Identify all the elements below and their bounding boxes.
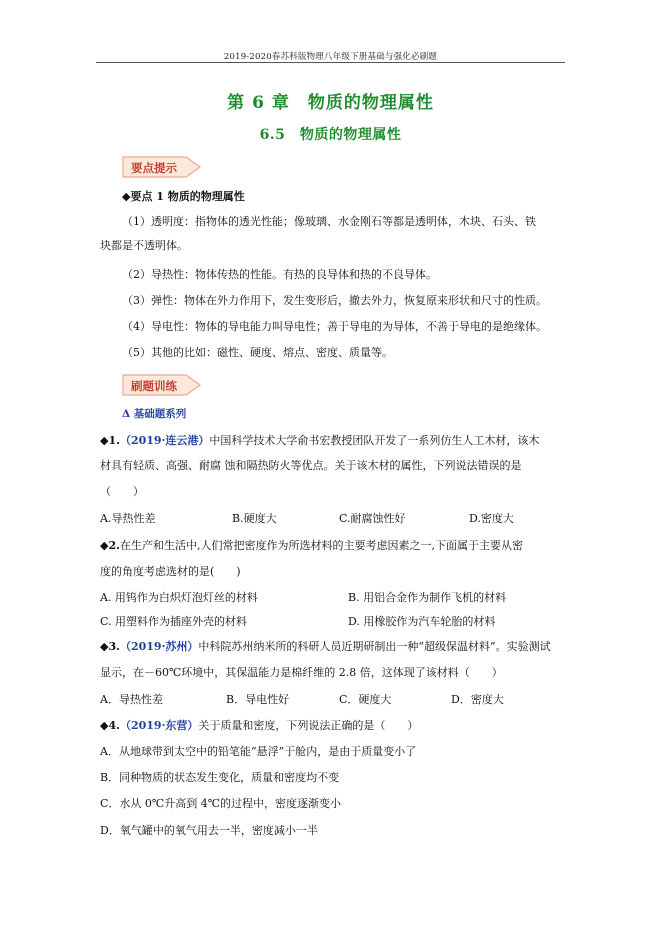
option-b: B. 用铝合金作为制作飞机的材料	[348, 591, 507, 604]
question-source: （2019·连云港）	[119, 434, 210, 447]
key-point-line: （2）导热性：物体传热的性能。有热的良导体和热的不良导体。	[122, 268, 437, 281]
key-point-line: （4）导电性：物体的导电能力叫导电性；善于导电的为导体，不善于导电的是绝缘体。	[122, 320, 547, 333]
option-b: B.硬度大	[232, 512, 277, 525]
option-d: D.密度大	[469, 512, 514, 525]
question-text: 在生产和生活中,人们常把密度作为所选材料的主要考虑因素之一,下面属于主要从密	[119, 539, 523, 552]
question-text: 中科院苏州纳米所的科研人员近期研制出一种“超级保温材料”。实验测试	[198, 640, 551, 653]
question-number: ◆2.	[100, 539, 120, 552]
option-d: D．氧气罐中的氧气用去一半，密度减小一半	[100, 824, 318, 837]
question-text: 关于质量和密度，下列说法正确的是（ ）	[198, 719, 419, 732]
option-a: A.导热性差	[100, 512, 156, 525]
header-divider	[96, 62, 565, 63]
question-number: ◆3.	[100, 640, 120, 653]
question-1-line	[100, 434, 539, 448]
practice-tag-label: 刷题训练	[131, 379, 177, 393]
key-point-line: （3）弹性：物体在外力作用下，发生变形后，撤去外力，恢复原来形状和尺寸的性质。	[122, 294, 547, 307]
option-c: C．硬度大	[339, 693, 392, 706]
question-source: （2019·东营）	[119, 719, 199, 732]
option-d: D．密度大	[451, 693, 504, 706]
page-header: 2019-2020春苏科版物理八年级下册基础与强化必刷题	[223, 52, 438, 62]
question-text: 显示，在－60℃环境中，其保温能力是棉纤维的 2.8 倍，这体现了该材料（ ）	[100, 666, 503, 679]
option-a: A. 用钨作为白炽灯泡灯丝的材料	[100, 591, 258, 604]
option-d: D. 用橡胶作为汽车轮胎的材料	[348, 615, 496, 628]
question-text: （ ）	[100, 485, 144, 498]
question-source: （2019·苏州）	[119, 640, 199, 653]
option-c: C. 用塑料作为插座外壳的材料	[100, 615, 248, 628]
key-point-line: （1）透明度：指物体的透光性能；像玻璃、水金刚石等都是透明体，木块、石头、铁	[122, 215, 536, 228]
key-points-tag-label: 要点提示	[131, 161, 177, 175]
key-points-tag	[122, 156, 202, 178]
question-text: 中国科学技术大学俞书宏教授团队开发了一系列仿生人工木材，该木	[209, 434, 540, 447]
option-b: B．同种物质的状态发生变化，质量和密度均不变	[100, 771, 340, 784]
practice-tag	[122, 374, 202, 396]
series-title: Δ 基础题系列	[122, 408, 187, 420]
key-point-line: 块都是不透明体。	[100, 239, 188, 252]
key-point-line: （5）其他的比如：磁性、硬度、熔点、密度、质量等。	[122, 346, 393, 359]
question-number: ◆1.	[100, 434, 120, 447]
question-number: ◆4.	[100, 719, 120, 732]
option-a: A．从地球带到太空中的铅笔能“悬浮”于舱内，是由于质量变小了	[100, 745, 417, 758]
chapter-title: 第 6 章 物质的物理属性	[227, 93, 434, 113]
question-text: 度的角度考虑选材的是( )	[100, 565, 241, 578]
key-point-title: ◆要点 1 物质的物理属性	[122, 190, 245, 203]
option-c: C.耐腐蚀性好	[339, 512, 406, 525]
option-b: B．导电性好	[226, 693, 290, 706]
question-2-line	[100, 539, 523, 553]
option-c: C．水从 0℃升高到 4℃的过程中，密度逐渐变小	[100, 797, 342, 810]
option-a: A．导热性差	[100, 693, 163, 706]
section-title: 6.5 物质的物理属性	[259, 127, 402, 143]
question-4-line	[100, 719, 418, 733]
question-text: 材具有轻质、高强、耐腐 蚀和隔热防火等优点。关于该木材的属性，下列说法错误的是	[100, 459, 522, 472]
question-3-line	[100, 640, 551, 654]
